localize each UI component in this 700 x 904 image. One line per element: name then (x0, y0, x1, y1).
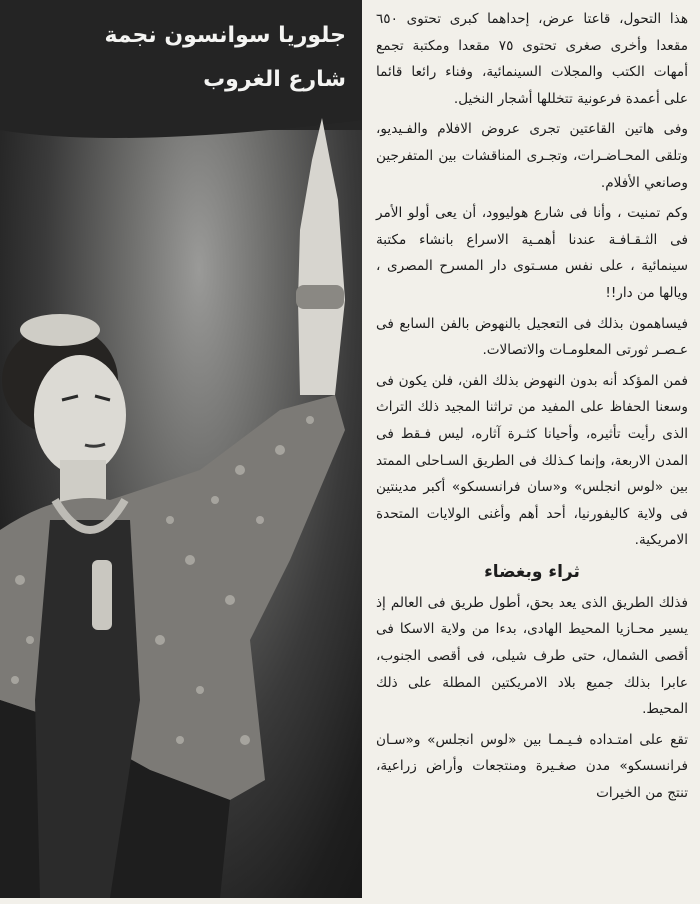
caption-line-1: جلوريا سوانسون نجمة (104, 23, 346, 48)
caption-line-2: شارع الغروب (203, 67, 346, 92)
section-subheading: ثراء وبغضاء (484, 561, 580, 582)
article-paragraph: وكم تمنيت ، وأنا فى شارع هوليوود، أن يعى أولو الأمر فى الثـقـافـة عندنا أهمـية الاسراع بانشاء مكتبة سينمائية ، على نفس مسـتوى دار المسرح المصرى ، ويالها من دار!! (376, 205, 688, 301)
article-paragraph: هذا التحول، قاعتا عرض، إحداهما كبرى تحتوى ٦٥٠ مقعدا وأخرى صغرى تحتوى ٧٥ مقعدا ومكتبة تجمع أمهات الكتب والمجلات السينمائية، وفناء رائعا قائما على أعمدة فرعونية تتخللها أشجار النخيل. (376, 11, 688, 107)
article-paragraph: تقع على امتـداده فـيـمـا بين «لوس انجلس» و«سـان فرانسسكو» مدن صغـيرة ومنتجعات وأراض زراعية، تنتج من الخيرات (376, 731, 688, 802)
photo-caption (16, 14, 346, 102)
article-paragraph: فيساهمون بذلك فى التعجيل بالنهوض بالفن السابع فى عـصـر ثورتى المعلومـات والاتصالات. (376, 315, 688, 359)
article-column (376, 6, 688, 811)
article-paragraph: فمن المؤكد أنه بدون النهوض بذلك الفن، فلن يكون فى وسعنا الحفاظ على المفيد من تراثنا المجيد ذلك التراث الذى رأيت تأثيره، وأحيانا كثـرة آثاره، ليس فـقط فى المدن الاربعة، وإنما كـذلك فى الطريق السـاحلى الممتد بين «لوس انجلس» و«سان فرانسسكو» أكبر مدينتين فى ولاية كاليفورنيا، أحد أهم وأغنى الولايات المتحدة الامريكية. (376, 372, 688, 549)
article-paragraph: فذلك الطريق الذى يعد بحق، أطول طريق فى العالم إذ يسير محـازيا المحيط الهادى، بدءا من ولاية الاسكا فى أقصى الشمال، حتى طرف شيلى، فى أقصى الجنوب، عابرا بذلك جميع بلاد الامريكتين المطلة على ذلك المحيط. (376, 594, 688, 718)
article-paragraph: وفى هاتين القاعتين تجرى عروض الافلام والفـيديو، وتلقى المحـاضـرات، وتجـرى المناقشات بين المتفرجين وصانعي الأفلام. (376, 121, 688, 191)
